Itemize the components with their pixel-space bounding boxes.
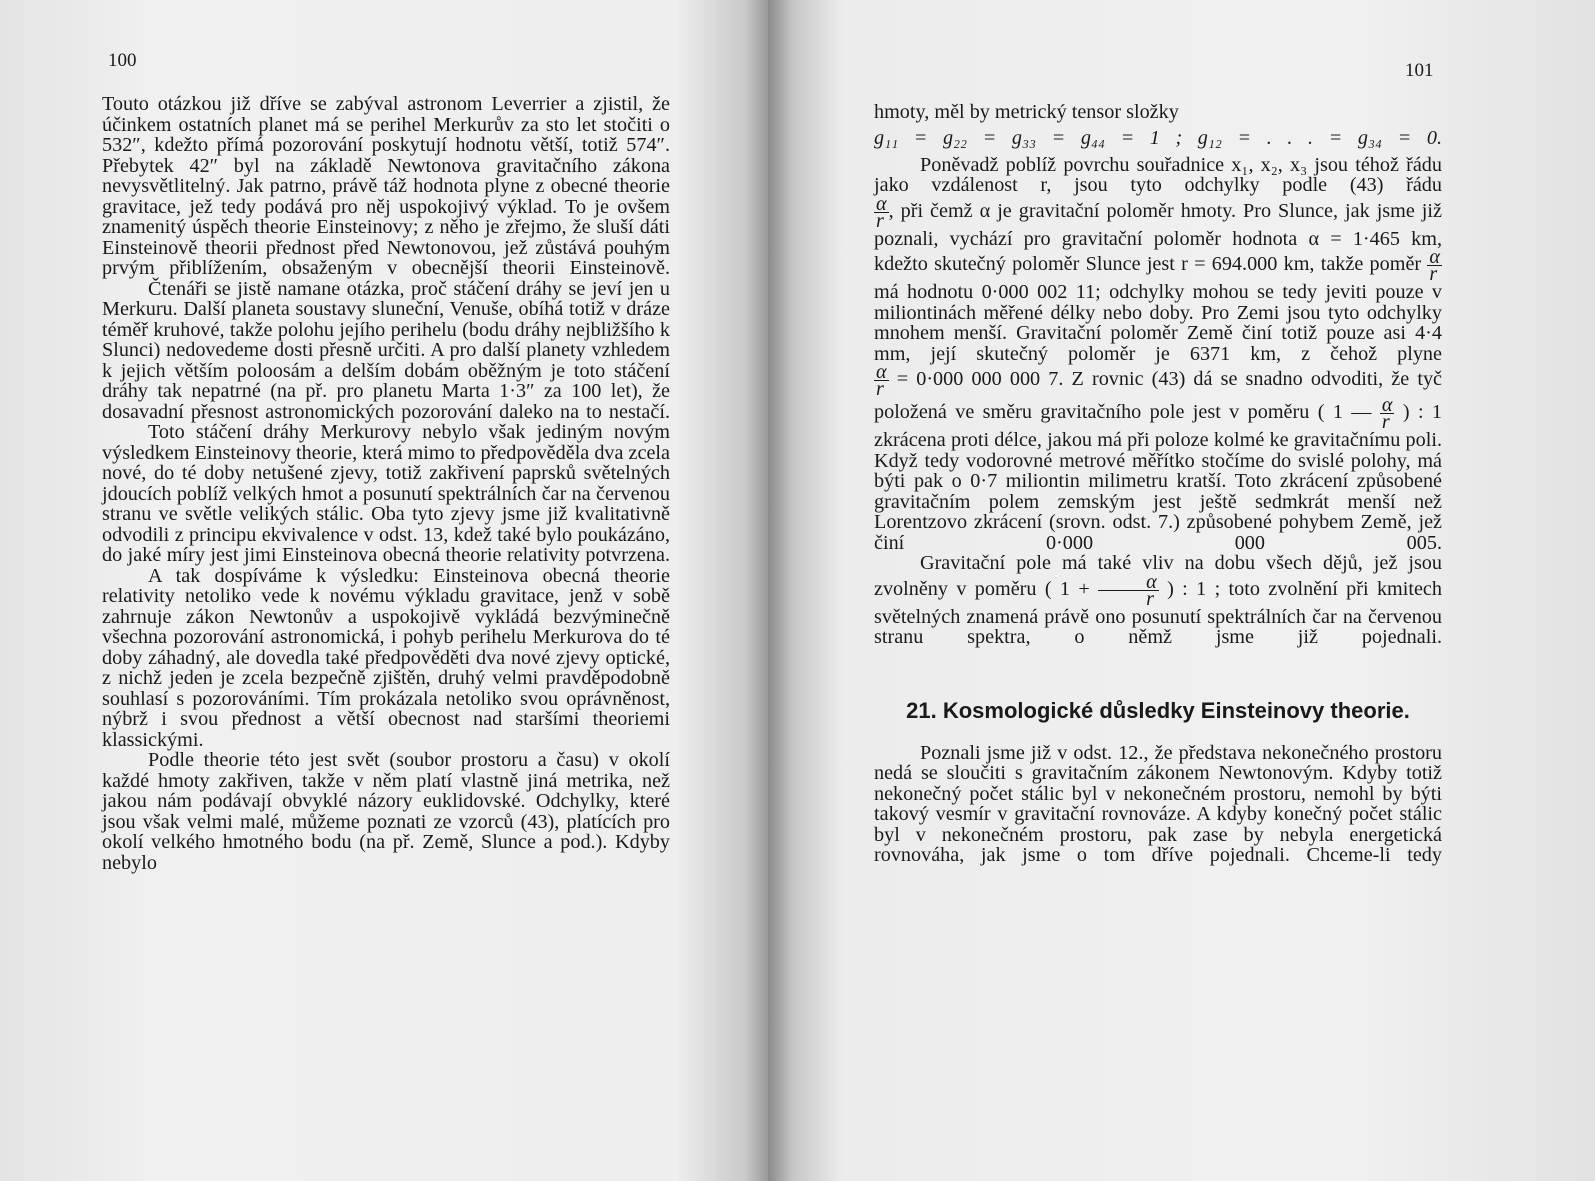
- paragraph-time-dilation: Gravitační pole má také vliv na dobu všech dějů, jež jsou zvolněny v poměru ( 1 + $\frac{\alpha}{r}$ ) : 1 ; toto zvolnění při kmitech světelných znamená právě ono posunutí spektrálních čar na červenou stranu spektra, o němž jsme již pojednali.: [874, 552, 1442, 648]
- page-number-right: 101: [1405, 60, 1434, 81]
- paragraph-3: Toto stáčení dráhy Merkurovy nebylo však jediným novým výsledkem Einsteinovy theorie, která mimo to předpověděla dva zcela nové, do té doby netušené zjevy, totiž zakřivení paprsků světelných jdoucích poblíž velkých hmot a posunutí spektrálních čar na červenou stranu ve světle velikých stálic. Oba tyto zjevy jsme již kvalitativně odvodili z principu ekvivalence v odst. 13, kdež také bylo poukázáno, do jaké míry jest jimi Einsteinova obecná theorie relativity potvrzena.: [102, 421, 670, 566]
- paragraph-tensor-intro: hmoty, měl by metrický tensor složky: [874, 101, 1179, 123]
- equation-metric-tensor: g₁₁ = g₂₂ = g₃₃ = g₄₄ = 1 ; g₁₂ = . . . = g₃₄ = 0.: [874, 126, 1442, 149]
- fraction-alpha-over-r: $\frac{\alpha}{r}$: [1429, 246, 1440, 285]
- paragraph-rod-contraction: $\frac{\alpha}{r}$ = 0·000 000 000 7. Z rovnic (43) dá se snadno odvoditi, že tyč položená ve směru gravitačního pole jest v poměru ( 1 — $\frac{\alpha}{r}$ ) : 1 zkrácena proti délce, jakou má při poloze kolmé ke gravitačnímu poli. Když tedy vodorovné metrové měřítko stočíme do svislé polohy, má býti pak o 0·7 miliontin milimetru kratší. Toto zkrácení způsobené gravitačním polem zemským jest ještě sedmkrát menší než Lorentzovo zkrácení (srovn. odst. 7.) způsobené pohybem Země, jež činí 0·000 000 005.: [874, 361, 1443, 554]
- paragraph-1: Touto otázkou již dříve se zabýval astronom Leverrier a zjistil, že účinkem ostatních planet má se perihel Merkurův za sto let stočiti o 532″, kdežto přímá pozorování poskytují hodnotu větší, totiž 574″. Přebytek 42″ byl na základě Newtonova gravitačního zákona nevysvětlitelný. Jak patrno, právě táž hodnota plyne z obecné theorie gravitace, jež tedy podává pro něj uspokojivý výklad. To je ovšem znamenitý úspěch theorie Einsteinovy; z něho je zřejmo, že sluší dáti Einsteinově theorii přednost před Newtonovou, jež zůstává pouhým prvým přiblížením, obsaženým v obecnější theorii Einsteinově.: [102, 93, 670, 279]
- fraction-alpha-over-r: $\frac{\alpha}{r}$: [876, 361, 887, 400]
- paragraph-infinite-space: Poznali jsme již v odst. 12., že představa nekonečného prostoru nedá se sloučiti s gravitačním zákonem Newtonovým. Kdyby totiž nekonečný počet stálic byl v nekonečném prostoru, nemohl by býti takový vesmír v gravitační rovnováze. A kdyby konečný počet stálic byl v nekonečném prostoru, pak zase by nebyla energetická rovnováha, jak jsme o tom dříve pojednali. Chceme-li tedy: [874, 741, 1442, 866]
- fraction-alpha-over-r: $\frac{\alpha}{r}$: [1381, 394, 1393, 433]
- fraction-alpha-over-r: $\frac{\alpha}{r}$: [876, 192, 887, 232]
- paragraph-4: A tak dospíváme k výsledku: Einsteinova obecná theorie relativity netoliko vede k novému výkladu gravitace, jenž v sobě zahrnuje zákon Newtonův a uspokojivě vykládá bezvýminečně všechna pozorování astronomická, i pohyb perihelu Merkurova do té doby záhadný, ale dovedla také předpověděti dva nové zjevy optické, z nichž jeden je zcela bezpečně zjištěn, druhý velmi pravděpodobně souhlasí s pozorováními. Tím prokázala netoliko svou oprávněnost, nýbrž i svou přednost a větší obecnost nad staršími theoriemi klassickými.: [102, 564, 670, 751]
- paragraph-sun-radius: $\frac{\alpha}{r}$ , při čemž α je gravitační poloměr hmoty. Pro Slunce, jak jsme již poznali, vychází pro gravitační poloměr hodnota α = 1·465 km, kdežto skutečný poloměr Slunce jest r = 694.000 km, takže poměr $\frac{\alpha}{r}$ má hodnotu 0·000 002 11; odchylky mohou se tedy jeviti pouze v miliontinách měřené délky nebo doby. Pro Zemi jsou tyto odchylky mnohem menší. Gravitační poloměr Země činí totiž pouze asi 4·4 mm, její skutečný poloměr je 6371 km, z čehož plyne: [874, 192, 1442, 365]
- left-page-text: [102, 94, 670, 873]
- fraction-alpha-over-r: $\frac{\alpha}{r}$: [1098, 574, 1159, 607]
- section-heading: 21. Kosmologické důsledky Einsteinovy theorie.: [906, 697, 1410, 723]
- right-page: [768, 0, 1595, 1181]
- left-page: [0, 0, 768, 1181]
- paragraph-surface-coords: Poněvadž poblíž povrchu souřadnice x₁, x₂, x₃ jsou téhož řádu jako vzdálenost r, jsou tyto odchylky podle (43) řádu: [874, 153, 1442, 196]
- right-page-text: [874, 102, 1442, 866]
- page-number-left: 100: [108, 50, 137, 71]
- paragraph-2: Čtenáři se jistě namane otázka, proč stáčení dráhy se jeví jen u Merkuru. Další planeta soustavy sluneční, Venuše, obíhá totiž v dráze téměř kruhové, takže polohu jejího perihelu (bodu dráhy nejbližšího k Slunci) nedovedeme dosti přesně určiti. A pro další planety vzhledem k jejich větším poloosám a delším dobám oběžným je toto stáčení dráhy tak nepatrné (na př. pro planetu Marta 1·3″ za 100 let), že dosavadní přesnost astronomických pozorování daleko na to nestačí.: [102, 277, 670, 423]
- paragraph-5: Podle theorie této jest svět (soubor prostoru a času) v okolí každé hmoty zakřiven, takže v něm platí vlastně jiná metrika, než jakou nám podávají obvyklé názory euklidovské. Odchylky, které jsou však velmi malé, můžeme poznati ze vzorců (43), platících pro okolí velkého hmotného bodu (na př. Země, Slunce a pod.). Kdyby nebylo: [102, 749, 670, 874]
